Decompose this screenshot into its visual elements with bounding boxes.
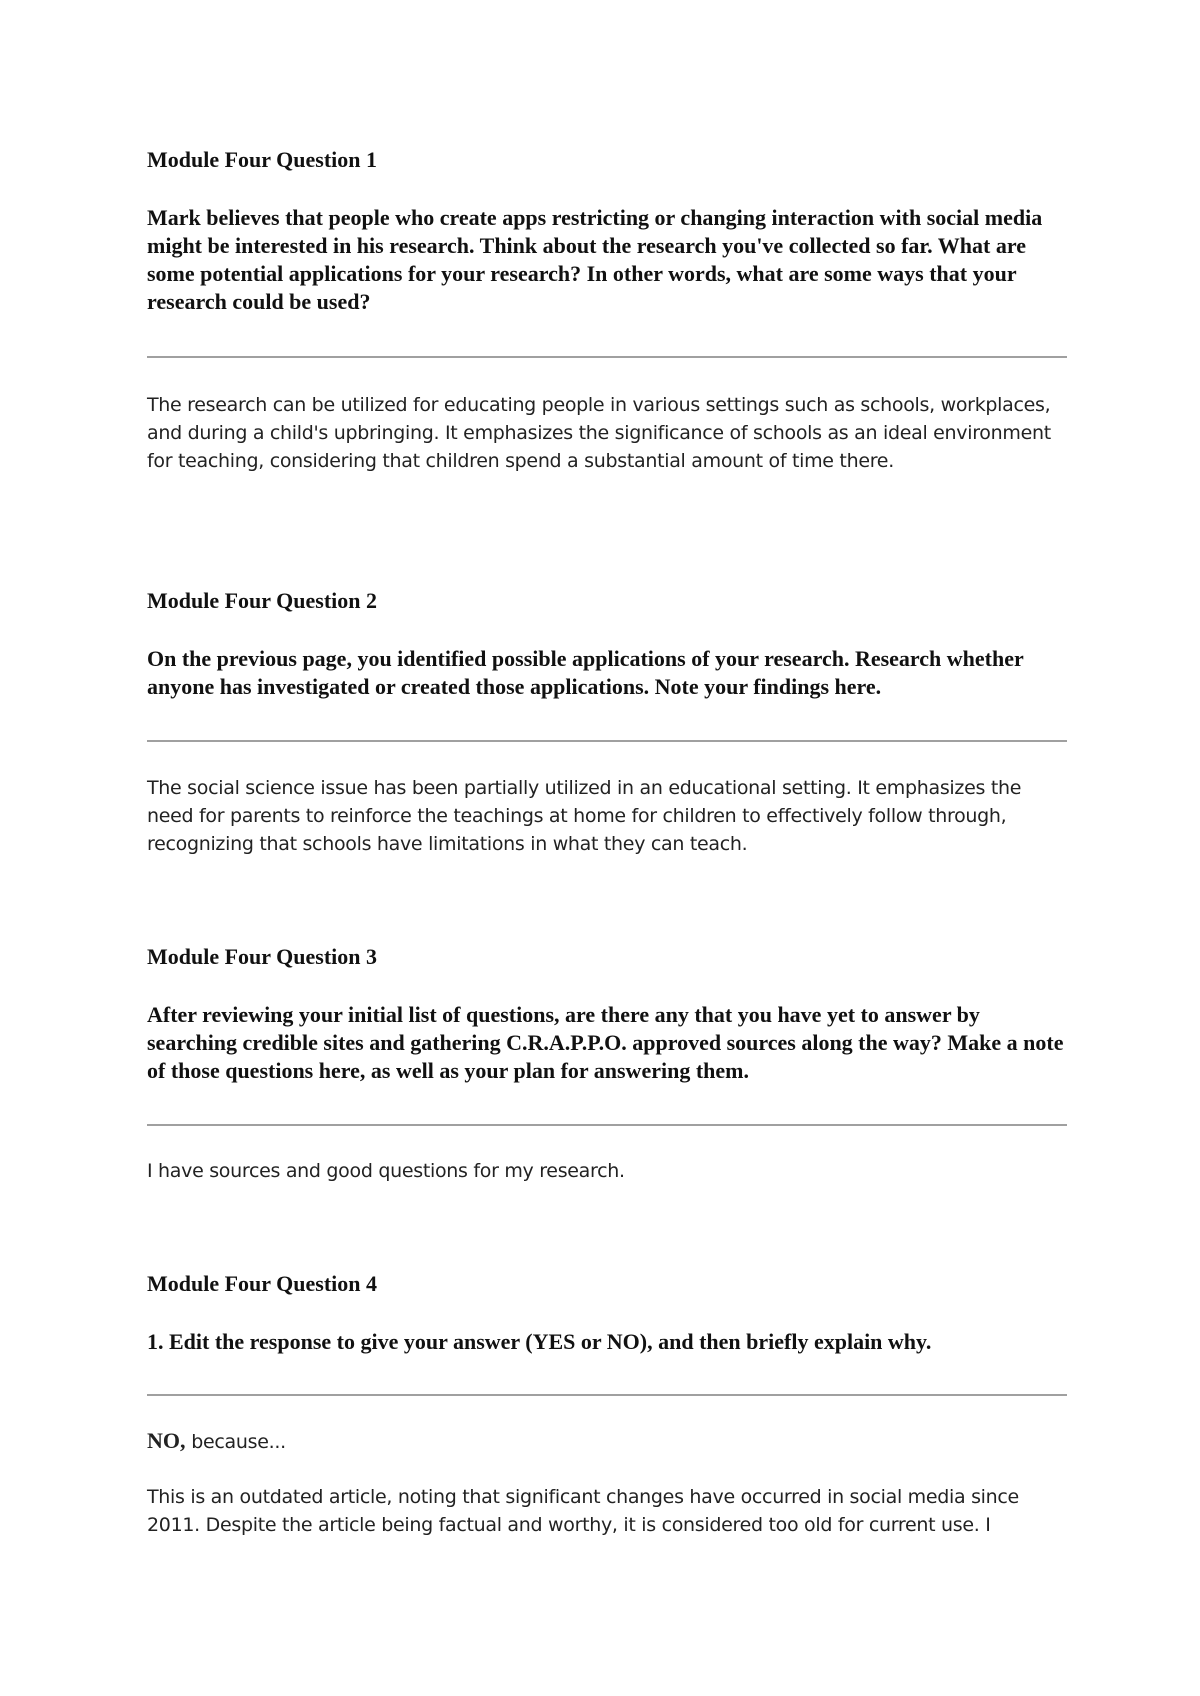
answer-text[interactable]: The social science issue has been partially utilized in an educational setting. It emphasizes the need for parents to reinforce the teachings at home for children to effectively follow through, recognizing that schools have limitations in what they can teach. xyxy=(147,777,1022,855)
question-4-heading-block xyxy=(147,1270,1067,1298)
question-1-heading-block xyxy=(147,146,1067,174)
question-2-prompt-block xyxy=(147,645,1067,701)
question-4-answer-lead-block[interactable] xyxy=(147,1427,1067,1456)
question-heading: Module Four Question 4 xyxy=(147,1271,378,1296)
question-2-heading-block xyxy=(147,587,1067,615)
question-prompt: After reviewing your initial list of questions, are there any that you have yet to answer by searching credible sites and gathering C.R.A.P.P.O. approved sources along the way? Make a note of those questions here, as well as your plan for answering them. xyxy=(147,1002,1064,1083)
question-1-answer-block[interactable] xyxy=(147,391,1067,475)
question-4-answer-block[interactable] xyxy=(147,1483,1067,1539)
question-4-prompt-block xyxy=(147,1328,1067,1356)
answer-verdict: NO, xyxy=(147,1428,186,1453)
answer-text[interactable]: I have sources and good questions for my research. xyxy=(147,1160,625,1182)
question-3-heading-block xyxy=(147,943,1067,971)
question-prompt: On the previous page, you identified possible applications of your research. Research whether anyone has investigated or created those applications. Note your findings here. xyxy=(147,646,1024,699)
question-2-answer-block[interactable] xyxy=(147,774,1067,858)
answer-text[interactable]: This is an outdated article, noting that significant changes have occurred in social media since 2011. Despite the article being factual and worthy, it is considered too old for current use. I xyxy=(147,1486,1019,1536)
divider-line xyxy=(147,740,1067,742)
question-heading: Module Four Question 3 xyxy=(147,944,378,969)
question-3-prompt-block xyxy=(147,1001,1067,1085)
question-prompt: Mark believes that people who create apps restricting or changing interaction with social media might be interested in his research. Think about the research you've collected so far. What are some potential applications for your research? In other words, what are some ways that your research could be used? xyxy=(147,205,1043,314)
question-1-prompt-block xyxy=(147,204,1067,316)
divider-line xyxy=(147,1394,1067,1396)
answer-text[interactable]: The research can be utilized for educating people in various settings such as schools, workplaces, and during a child's upbringing. It emphasizes the significance of schools as an ideal environment for teaching, considering that children spend a substantial amount of time there. xyxy=(147,394,1051,472)
question-prompt: 1. Edit the response to give your answer (YES or NO), and then briefly explain why. xyxy=(147,1329,932,1354)
answer-lead[interactable] xyxy=(147,1427,1067,1456)
question-heading: Module Four Question 2 xyxy=(147,588,378,613)
question-3-answer-block[interactable] xyxy=(147,1157,1067,1185)
answer-lead-rest: because... xyxy=(185,1431,286,1453)
question-heading: Module Four Question 1 xyxy=(147,147,378,172)
divider-line xyxy=(147,1124,1067,1126)
divider-line xyxy=(147,356,1067,358)
